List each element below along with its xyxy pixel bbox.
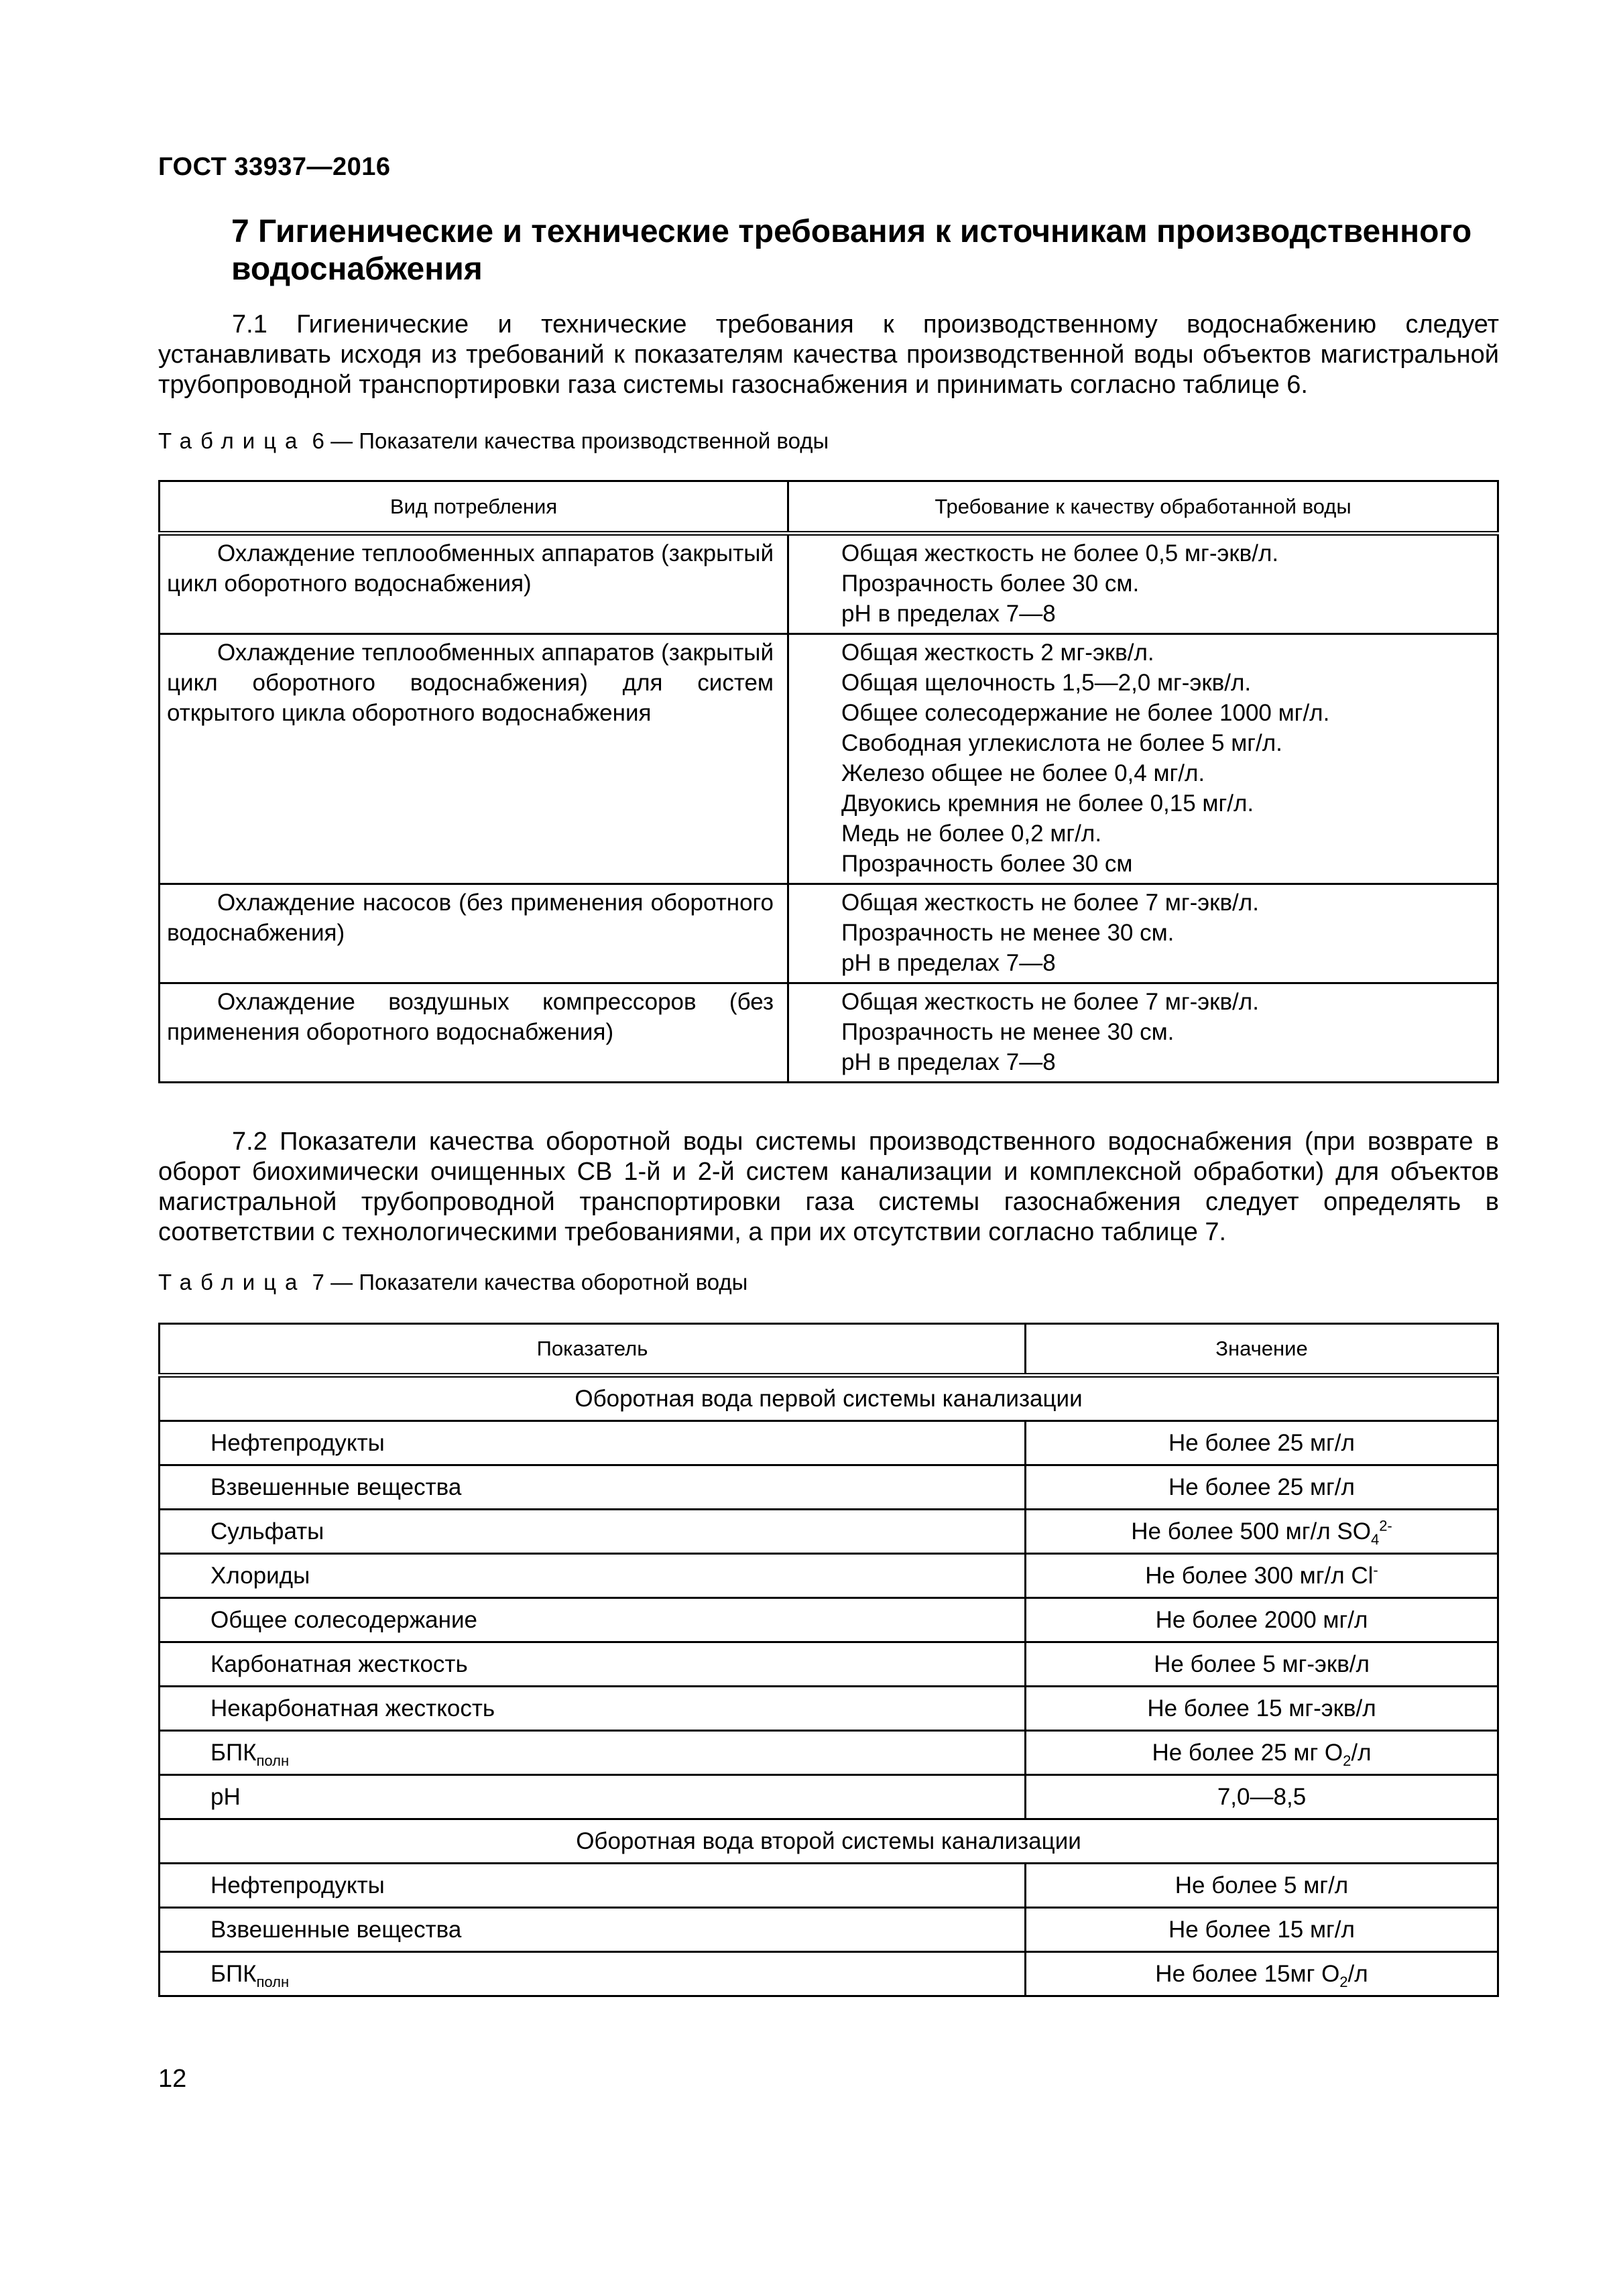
- table6-req-cell: [788, 884, 1498, 983]
- req-line: Прозрачность не менее 30 см.: [841, 1019, 1175, 1045]
- req-line: Медь не более 0,2 мг/л.: [841, 821, 1102, 847]
- table6-caption-text: 6 — Показатели качества производственной воды: [306, 428, 829, 453]
- table7-caption-label: Таблица: [158, 1270, 306, 1294]
- value-suffix: /л: [1351, 1739, 1372, 1766]
- table-row: [160, 1598, 1498, 1642]
- indicator-name: Сульфаты: [160, 1510, 1026, 1554]
- indicator-name: Хлориды: [160, 1554, 1026, 1598]
- req-line: Общая жесткость не более 7 мг-экв/л.: [841, 890, 1259, 916]
- name-text: БПК: [211, 1739, 257, 1766]
- indicator-value: Не более 5 мг/л: [1026, 1864, 1498, 1908]
- use-text: Охлаждение насосов (без применения оборотного водоснабжения): [167, 890, 774, 946]
- table-row: [160, 534, 1498, 634]
- table7-caption: [158, 1269, 747, 1296]
- indicator-value: [1026, 1510, 1498, 1554]
- paragraph-7-2: 7.2 Показатели качества оборотной воды системы производственного водоснабжения (при возврате в оборот биохимически очищенных СВ 1-й и 2-й систем канализации и комплексной обработки) для объектов магистральной трубопроводной транспортировки газа системы газоснабжения следует определять в соответствии с технологическими требованиями, а при их отсутствии согласно таблице 7.: [158, 1128, 1499, 1246]
- value-text: Не более 15мг O: [1155, 1960, 1340, 1987]
- table-row: [160, 983, 1498, 1083]
- table7-header-value: Значение: [1026, 1324, 1498, 1376]
- req-line: Общая жесткость не более 0,5 мг-экв/л.: [841, 540, 1279, 566]
- req-line: pH в пределах 7—8: [841, 601, 1056, 627]
- name-subscript: полн: [256, 1752, 290, 1769]
- use-text: Охлаждение теплообменных аппаратов (закрытый цикл оборотного водоснабжения): [167, 540, 774, 597]
- name-text: БПК: [211, 1960, 257, 1987]
- indicator-value: [1026, 1554, 1498, 1598]
- table6-header-use: Вид потребления: [160, 481, 788, 534]
- indicator-name: Взвешенные вещества: [160, 1465, 1026, 1510]
- indicator-value: Не более 25 мг/л: [1026, 1421, 1498, 1465]
- indicator-value: Не более 5 мг-экв/л: [1026, 1642, 1498, 1687]
- table-row: [160, 1775, 1498, 1819]
- document-header: ГОСТ 33937—2016: [158, 153, 391, 181]
- table6-use-cell: [160, 983, 788, 1083]
- req-line: Общая щелочность 1,5—2,0 мг-экв/л.: [841, 670, 1252, 696]
- indicator-name: Некарбонатная жесткость: [160, 1687, 1026, 1731]
- group-title-1: Оборотная вода первой системы канализации: [160, 1376, 1498, 1421]
- indicator-value: [1026, 1952, 1498, 1996]
- table-row: [160, 1554, 1498, 1598]
- table-row: [160, 1864, 1498, 1908]
- indicator-value: [1026, 1731, 1498, 1775]
- req-line: Двуокись кремния не более 0,15 мг/л.: [841, 790, 1254, 817]
- table7-header-row: [160, 1324, 1498, 1376]
- indicator-name: Нефтепродукты: [160, 1864, 1026, 1908]
- req-line: Общая жесткость не более 7 мг-экв/л.: [841, 989, 1259, 1015]
- table6-req-cell: [788, 634, 1498, 884]
- table7-header-indicator: Показатель: [160, 1324, 1026, 1376]
- use-text: Охлаждение воздушных компрессоров (без применения оборотного водоснабжения): [167, 989, 774, 1045]
- name-subscript: полн: [256, 1973, 290, 1990]
- table-row: [160, 634, 1498, 884]
- value-superscript: -: [1373, 1561, 1378, 1578]
- table6-header-requirement: Требование к качеству обработанной воды: [788, 481, 1498, 534]
- indicator-name: Карбонатная жесткость: [160, 1642, 1026, 1687]
- indicator-name: Общее солесодержание: [160, 1598, 1026, 1642]
- value-text: Не более 500 мг/л SO: [1131, 1518, 1371, 1545]
- group-title-2: Оборотная вода второй системы канализации: [160, 1819, 1498, 1864]
- indicator-value: 7,0—8,5: [1026, 1775, 1498, 1819]
- table7-caption-text: 7 — Показатели качества оборотной воды: [306, 1270, 748, 1294]
- indicator-value: Не более 15 мг-экв/л: [1026, 1687, 1498, 1731]
- section-title: 7 Гигиенические и технические требования к источникам производственного водоснабжения: [231, 214, 1472, 287]
- req-line: Общая жесткость 2 мг-экв/л.: [841, 640, 1154, 666]
- table-row: [160, 884, 1498, 983]
- table6-req-cell: [788, 534, 1498, 634]
- paragraph-7-1: 7.1 Гигиенические и технические требования к производственному водоснабжению следует устанавливать исходя из требований к показателям качества производственной воды объектов магистральной трубопроводной транспортировки газа системы газоснабжения и принимать согласно таблице 6.: [158, 310, 1499, 399]
- table-row: [160, 1421, 1498, 1465]
- table6-use-cell: [160, 634, 788, 884]
- indicator-name: Взвешенные вещества: [160, 1908, 1026, 1952]
- req-line: Железо общее не более 0,4 мг/л.: [841, 760, 1205, 786]
- indicator-name: pH: [160, 1775, 1026, 1819]
- table6-caption-label: Таблица: [158, 428, 306, 453]
- indicator-value: Не более 25 мг/л: [1026, 1465, 1498, 1510]
- value-subscript: 2: [1339, 1973, 1348, 1990]
- req-line: pH в пределах 7—8: [841, 1049, 1056, 1075]
- table-row: [160, 1687, 1498, 1731]
- table-row: [160, 1952, 1498, 1996]
- page-number: 12: [158, 2065, 187, 2093]
- table-row: [160, 1731, 1498, 1775]
- value-superscript: 2-: [1379, 1516, 1392, 1534]
- table6-header-row: [160, 481, 1498, 534]
- table6-req-cell: [788, 983, 1498, 1083]
- table-row: [160, 1908, 1498, 1952]
- table6-use-cell: [160, 884, 788, 983]
- table-6: [158, 480, 1499, 1083]
- req-line: pH в пределах 7—8: [841, 950, 1056, 976]
- table-row: [160, 1510, 1498, 1554]
- indicator-value: Не более 2000 мг/л: [1026, 1598, 1498, 1642]
- req-line: Свободная углекислота не более 5 мг/л.: [841, 730, 1282, 756]
- table6-caption: [158, 428, 829, 455]
- table-row: [160, 1465, 1498, 1510]
- value-subscript: 2: [1343, 1752, 1351, 1769]
- req-line: Прозрачность не менее 30 см.: [841, 920, 1175, 946]
- indicator-name: [160, 1952, 1026, 1996]
- value-text: Не более 25 мг O: [1152, 1739, 1343, 1766]
- indicator-name: [160, 1731, 1026, 1775]
- table-7: [158, 1323, 1499, 1997]
- use-text: Охлаждение теплообменных аппаратов (закрытый цикл оборотного водоснабжения) для систем открытого цикла оборотного водоснабжения: [167, 640, 774, 726]
- value-text: Не более 300 мг/л Cl: [1145, 1562, 1374, 1589]
- req-line: Общее солесодержание не более 1000 мг/л.: [841, 700, 1330, 726]
- value-subscript: 4: [1370, 1530, 1380, 1548]
- table6-use-cell: [160, 534, 788, 634]
- req-line: Прозрачность более 30 см.: [841, 570, 1140, 597]
- indicator-value: Не более 15 мг/л: [1026, 1908, 1498, 1952]
- value-suffix: /л: [1347, 1960, 1368, 1987]
- group-row: [160, 1819, 1498, 1864]
- indicator-name: Нефтепродукты: [160, 1421, 1026, 1465]
- table-row: [160, 1642, 1498, 1687]
- req-line: Прозрачность более 30 см: [841, 851, 1133, 877]
- group-row: [160, 1376, 1498, 1421]
